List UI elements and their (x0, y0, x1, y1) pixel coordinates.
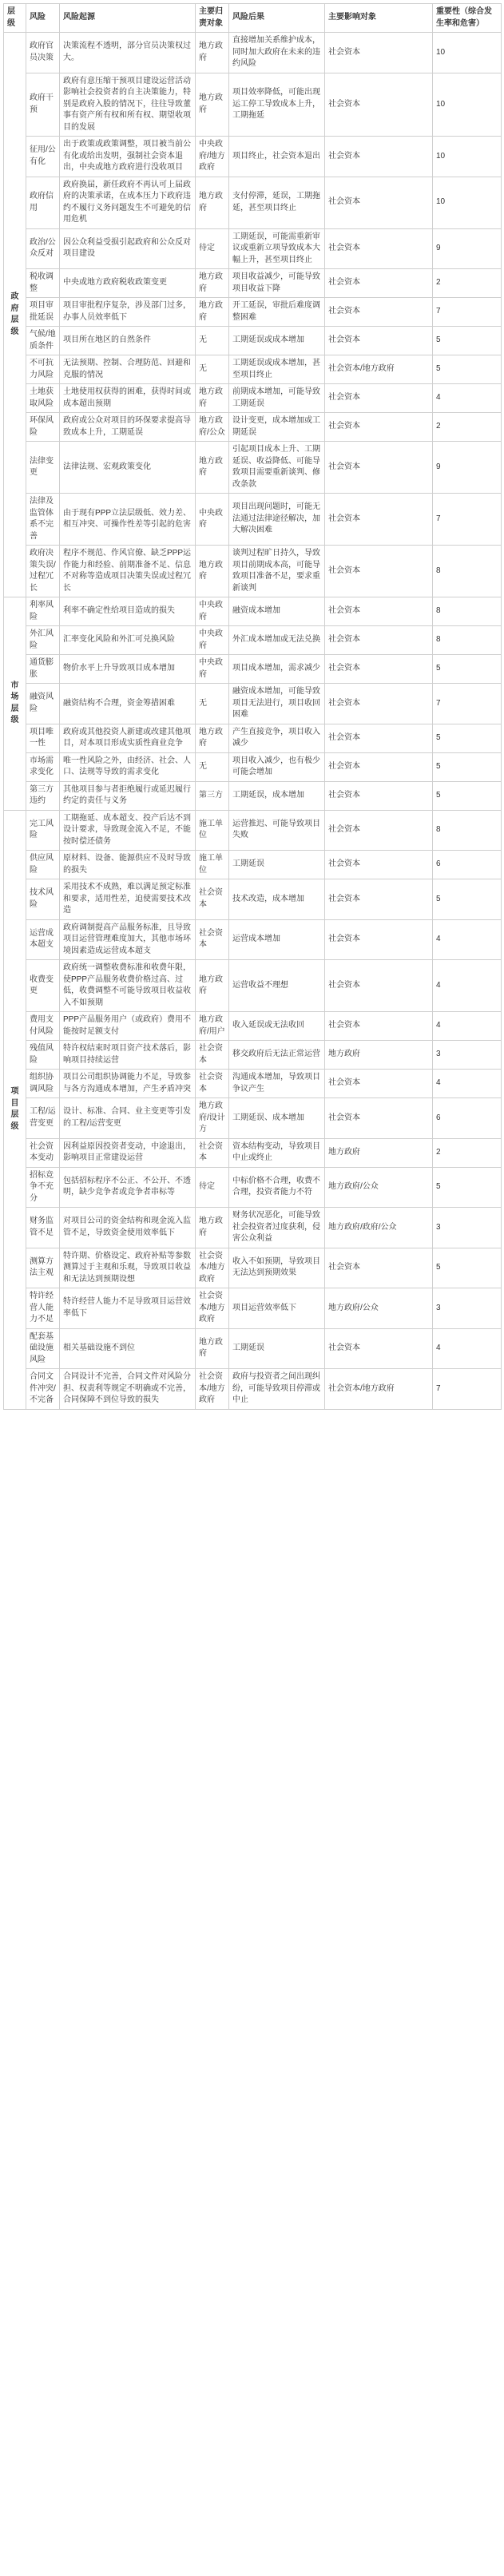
risk-consequence-cell: 中标价格不合理，收费不合理，投资者能力不符 (229, 1167, 325, 1208)
risk-origin-cell: 项目审批程序复杂，涉及部门过多，办事人员效率低下 (60, 298, 196, 327)
risk-name-cell: 财务监管不足 (26, 1208, 60, 1248)
risk-origin-cell: 对项目公司的资金结构和现金流入监管不足，导致资金使用效率低下 (60, 1208, 196, 1248)
responsible-party-cell: 地方政府 (196, 177, 229, 228)
affected-party-cell: 社会资本 (325, 1012, 433, 1041)
affected-party-cell: 社会资本 (325, 851, 433, 879)
responsible-party-cell: 地方政府 (196, 298, 229, 327)
affected-party-cell: 社会资本 (325, 810, 433, 851)
risk-name-cell: 特许经营人能力不足 (26, 1288, 60, 1329)
table-row (4, 810, 502, 851)
risk-name-cell: 费用支付风险 (26, 1012, 60, 1041)
risk-origin-cell: 采用技术不成熟，难以满足预定标准和要求，适用性差，迫使需要技术改造 (60, 879, 196, 920)
responsible-party-cell: 社会资本 (196, 1041, 229, 1070)
risk-name-cell: 通货膨胀 (26, 655, 60, 684)
affected-party-cell: 社会资本 (325, 546, 433, 597)
responsible-party-cell: 社会资本/地方政府 (196, 1369, 229, 1410)
risk-consequence-cell: 运营推迟、可能导致项目失败 (229, 810, 325, 851)
table-row (4, 33, 502, 73)
importance-cell: 3 (433, 1288, 502, 1329)
risk-name-cell: 融资风险 (26, 684, 60, 724)
risk-consequence-cell: 工期延误或成本增加 (229, 327, 325, 355)
affected-party-cell: 地方政府 (325, 1041, 433, 1070)
responsible-party-cell: 地方政府 (196, 960, 229, 1012)
risk-consequence-cell: 收入不如预期，导致项目无法达到预期效果 (229, 1248, 325, 1288)
affected-party-cell: 社会资本 (325, 1070, 433, 1098)
affected-party-cell: 社会资本/地方政府 (325, 355, 433, 384)
table-row (4, 960, 502, 1012)
risk-origin-cell: 法律法规、宏观政策变化 (60, 442, 196, 494)
table-row (4, 655, 502, 684)
risk-consequence-cell: 项目收入减少，也有极少可能会增加 (229, 752, 325, 781)
affected-party-cell: 社会资本 (325, 327, 433, 355)
responsible-party-cell: 地方政府 (196, 724, 229, 752)
risk-name-cell: 市场需求变化 (26, 752, 60, 781)
importance-cell: 5 (433, 1167, 502, 1208)
importance-cell: 4 (433, 1070, 502, 1098)
risk-name-cell: 项目唯一性 (26, 724, 60, 752)
table-row (4, 494, 502, 546)
risk-consequence-cell: 前期成本增加，可能导致工期延误 (229, 384, 325, 413)
risk-consequence-cell: 收入延误或无法收回 (229, 1012, 325, 1041)
risk-name-cell: 合同文件冲突/不完备 (26, 1369, 60, 1410)
importance-cell: 9 (433, 228, 502, 269)
responsible-party-cell: 社会资本 (196, 919, 229, 960)
table-row (4, 597, 502, 626)
risk-consequence-cell: 支付停滞，延误，工期拖延，甚至项目终止 (229, 177, 325, 228)
table-row (4, 752, 502, 781)
table-row (4, 355, 502, 384)
risk-consequence-cell: 工期延误或成本增加，甚至项目终止 (229, 355, 325, 384)
table-row (4, 626, 502, 655)
risk-name-cell: 政府决策失误/过程冗长 (26, 546, 60, 597)
affected-party-cell: 社会资本 (325, 413, 433, 442)
responsible-party-cell: 地方政府 (196, 1208, 229, 1248)
responsible-party-cell: 无 (196, 684, 229, 724)
risk-origin-cell: 因公众利益受损引起政府和公众反对项目建设 (60, 228, 196, 269)
header-cell: 层级 (4, 4, 26, 33)
affected-party-cell: 社会资本 (325, 1098, 433, 1139)
risk-name-cell: 政府干预 (26, 73, 60, 137)
risk-name-cell: 外汇风险 (26, 626, 60, 655)
risk-origin-cell: 唯一性风险之外，由经济、社会、人口、法规等导致的需求变化 (60, 752, 196, 781)
risk-name-cell: 法律变更 (26, 442, 60, 494)
responsible-party-cell: 地方政府/用户 (196, 1012, 229, 1041)
table-row (4, 1208, 502, 1248)
table-row (4, 269, 502, 298)
affected-party-cell: 社会资本 (325, 33, 433, 73)
responsible-party-cell: 社会资本 (196, 879, 229, 920)
affected-party-cell: 社会资本 (325, 269, 433, 298)
risk-consequence-cell: 融资成本增加，可能导致项目无法进行，项目收回困难 (229, 684, 325, 724)
risk-consequence-cell: 运营成本增加 (229, 919, 325, 960)
risk-name-cell: 政府官员决策 (26, 33, 60, 73)
responsible-party-cell: 地方政府/设计方 (196, 1098, 229, 1139)
risk-origin-cell: 由于现有PPP立法层级低、效力差、相互冲突、可操作性差等引起的危害 (60, 494, 196, 546)
risk-consequence-cell: 工期延误 (229, 1328, 325, 1369)
affected-party-cell: 社会资本 (325, 879, 433, 920)
risk-origin-cell: 合同设计不完善，合同文件对风险分担、权责利等规定不明确或不完善，合同保障不到位导致的损失 (60, 1369, 196, 1410)
table-row (4, 442, 502, 494)
risk-origin-cell: 融资结构不合理，资金筹措困难 (60, 684, 196, 724)
level-cell: 项目层级 (4, 810, 26, 1409)
risk-origin-cell: 包括招标程序不公正、不公开、不透明，缺少竞争者或竞争者串标等 (60, 1167, 196, 1208)
risk-origin-cell: PPP产品服务用户（或政府）费用不能按时足额支付 (60, 1012, 196, 1041)
risk-consequence-cell: 开工延误，审批后难度调整困难 (229, 298, 325, 327)
affected-party-cell: 社会资本 (325, 384, 433, 413)
risk-name-cell: 政治/公众反对 (26, 228, 60, 269)
risk-origin-cell: 中央或地方政府税收政策变更 (60, 269, 196, 298)
risk-consequence-cell: 财务状况恶化，可能导致社会投资者过度获利，侵害公众利益 (229, 1208, 325, 1248)
responsible-party-cell: 无 (196, 327, 229, 355)
risk-table (3, 3, 502, 1410)
responsible-party-cell: 社会资本/地方政府 (196, 1248, 229, 1288)
table-row (4, 137, 502, 177)
responsible-party-cell: 地方政府 (196, 1328, 229, 1369)
affected-party-cell: 社会资本 (325, 919, 433, 960)
risk-name-cell: 配套基础设施风险 (26, 1328, 60, 1369)
table-row (4, 1369, 502, 1410)
affected-party-cell: 社会资本 (325, 781, 433, 810)
risk-consequence-cell: 资本结构变动，导致项目中止或终止 (229, 1138, 325, 1167)
importance-cell: 6 (433, 1098, 502, 1139)
risk-consequence-cell: 移交政府后无法正常运营 (229, 1041, 325, 1070)
importance-cell: 5 (433, 655, 502, 684)
risk-consequence-cell: 外汇成本增加或无法兑换 (229, 626, 325, 655)
table-row (4, 1012, 502, 1041)
importance-cell: 10 (433, 73, 502, 137)
risk-name-cell: 法律及监管体系不完善 (26, 494, 60, 546)
table-row (4, 1167, 502, 1208)
affected-party-cell: 社会资本 (325, 177, 433, 228)
risk-origin-cell: 政府换届，新任政府不再认可上届政府的决策承诺，在成本压力下政府违约不履行义务问题发生不可避免的信用危机 (60, 177, 196, 228)
affected-party-cell: 社会资本 (325, 228, 433, 269)
risk-consequence-cell: 技术改造，成本增加 (229, 879, 325, 920)
responsible-party-cell: 待定 (196, 1167, 229, 1208)
table-row (4, 1328, 502, 1369)
risk-consequence-cell: 项目运营效率低下 (229, 1288, 325, 1329)
risk-consequence-cell: 工期延误 (229, 851, 325, 879)
risk-consequence-cell: 引起项目成本上升、工期延误、收益降低、可能导致项目需要重新谈判、修改条款 (229, 442, 325, 494)
risk-consequence-cell: 沟通成本增加，导致项目争议产生 (229, 1070, 325, 1098)
importance-cell: 4 (433, 960, 502, 1012)
risk-consequence-cell: 设计变更，成本增加或工期延误 (229, 413, 325, 442)
affected-party-cell: 社会资本 (325, 752, 433, 781)
risk-origin-cell: 程序不规范、作风官僚、缺乏PPP运作能力和经验、前期准备不足、信息不对称等造成项目决策失误或过程冗长 (60, 546, 196, 597)
responsible-party-cell: 第三方 (196, 781, 229, 810)
affected-party-cell: 社会资本 (325, 298, 433, 327)
importance-cell: 7 (433, 1369, 502, 1410)
importance-cell: 2 (433, 269, 502, 298)
risk-name-cell: 供应风险 (26, 851, 60, 879)
affected-party-cell: 社会资本 (325, 597, 433, 626)
importance-cell: 5 (433, 781, 502, 810)
risk-name-cell: 不可抗力风险 (26, 355, 60, 384)
affected-party-cell: 地方政府/政府/公众 (325, 1208, 433, 1248)
risk-name-cell: 残值风险 (26, 1041, 60, 1070)
risk-consequence-cell: 项目效率降低，可能出现运工停工导致成本上升，工期拖延 (229, 73, 325, 137)
level-cell: 市场层级 (4, 597, 26, 811)
responsible-party-cell: 待定 (196, 228, 229, 269)
importance-cell: 6 (433, 851, 502, 879)
importance-cell: 5 (433, 752, 502, 781)
table-row (4, 177, 502, 228)
affected-party-cell: 社会资本 (325, 960, 433, 1012)
affected-party-cell: 社会资本 (325, 137, 433, 177)
importance-cell: 8 (433, 597, 502, 626)
table-row (4, 851, 502, 879)
header-cell: 主要影响对象 (325, 4, 433, 33)
table-row (4, 1288, 502, 1329)
responsible-party-cell: 中央政府 (196, 626, 229, 655)
risk-consequence-cell: 项目出现问题时，可能无法通过法律途径解决，加大解决困难 (229, 494, 325, 546)
responsible-party-cell: 施工单位 (196, 851, 229, 879)
importance-cell: 10 (433, 33, 502, 73)
importance-cell: 3 (433, 1041, 502, 1070)
responsible-party-cell: 无 (196, 355, 229, 384)
importance-cell: 7 (433, 298, 502, 327)
risk-origin-cell: 政府或其他投资人新建或改建其他项目，对本项目形成实质性商业竞争 (60, 724, 196, 752)
risk-consequence-cell: 项目收益减少，可能导致项目收益下降 (229, 269, 325, 298)
risk-consequence-cell: 谈判过程旷日持久，导致项目前期成本高，可能导致项目准备不足，要求重新谈判 (229, 546, 325, 597)
table-row (4, 879, 502, 920)
risk-name-cell: 测算方法主观 (26, 1248, 60, 1288)
importance-cell: 10 (433, 137, 502, 177)
risk-origin-cell: 利率不确定性给项目造成的损失 (60, 597, 196, 626)
risk-name-cell: 收费变更 (26, 960, 60, 1012)
risk-consequence-cell: 工期延误，可能需重新审议或重新立项导致成本大幅上升，甚至项目终止 (229, 228, 325, 269)
risk-name-cell: 技术风险 (26, 879, 60, 920)
importance-cell: 7 (433, 494, 502, 546)
risk-origin-cell: 其他项目参与者拒绝履行或延迟履行约定的责任与义务 (60, 781, 196, 810)
risk-name-cell: 土地获取风险 (26, 384, 60, 413)
table-row (4, 1098, 502, 1139)
table-row (4, 327, 502, 355)
importance-cell: 5 (433, 327, 502, 355)
risk-consequence-cell: 工期延误、成本增加 (229, 1098, 325, 1139)
risk-origin-cell: 出于政策或政策调整，项目被当前公有化或给出发明，强制社会资本退出，中央或地方政府进行没收项目 (60, 137, 196, 177)
risk-name-cell: 税收调整 (26, 269, 60, 298)
risk-name-cell: 第三方违约 (26, 781, 60, 810)
table-row (4, 413, 502, 442)
table-row (4, 384, 502, 413)
importance-cell: 4 (433, 1012, 502, 1041)
risk-origin-cell: 政府有意压缩干预项目建设运营活动影响社会投资者的自主决策能力，特别是政府入股的情况下，往往导致董事有资产所有权和所有权、期望收项目的发展 (60, 73, 196, 137)
risk-origin-cell: 政府统一调整收费标准和收费年限，使PPP产品服务收费价格过高、过低，收费调整不可能导致项目收益收入不如预期 (60, 960, 196, 1012)
risk-origin-cell: 特许经营人能力不足导致项目运营效率低下 (60, 1288, 196, 1329)
responsible-party-cell: 社会资本/地方政府 (196, 1288, 229, 1329)
risk-origin-cell: 决策流程不透明，部分官员决策权过大。 (60, 33, 196, 73)
risk-consequence-cell: 工期延误，成本增加 (229, 781, 325, 810)
importance-cell: 3 (433, 1208, 502, 1248)
header-cell: 风险后果 (229, 4, 325, 33)
affected-party-cell: 地方政府/公众 (325, 1288, 433, 1329)
importance-cell: 8 (433, 810, 502, 851)
risk-origin-cell: 原材料、设备、能源供应不及时导致的损失 (60, 851, 196, 879)
risk-origin-cell: 政府调制提高产品服务标准，且导致项目运营管理难度加大，其他市场环境因素造成运营成本超支 (60, 919, 196, 960)
importance-cell: 4 (433, 919, 502, 960)
importance-cell: 5 (433, 724, 502, 752)
affected-party-cell: 地方政府/公众 (325, 1167, 433, 1208)
importance-cell: 4 (433, 384, 502, 413)
responsible-party-cell: 地方政府 (196, 269, 229, 298)
risk-origin-cell: 特许权结束时项目资产技术落后，影响项目持续运营 (60, 1041, 196, 1070)
responsible-party-cell: 社会资本 (196, 1138, 229, 1167)
importance-cell: 5 (433, 1248, 502, 1288)
importance-cell: 7 (433, 684, 502, 724)
risk-name-cell: 环保风险 (26, 413, 60, 442)
affected-party-cell: 社会资本 (325, 1248, 433, 1288)
table-row (4, 228, 502, 269)
risk-origin-cell: 设计、标准、合同、业主变更等引发的工程/运营变更 (60, 1098, 196, 1139)
risk-consequence-cell: 政府与投资者之间出现纠纷，可能导致项目停滞或中止 (229, 1369, 325, 1410)
importance-cell: 10 (433, 177, 502, 228)
responsible-party-cell: 无 (196, 752, 229, 781)
risk-consequence-cell: 直接增加关系维护成本，同时加大政府在未来的违约风险 (229, 33, 325, 73)
affected-party-cell: 社会资本 (325, 724, 433, 752)
risk-origin-cell: 工期拖延、成本超支、投产后达不到设计要求，导致现金流入不足，不能按时偿还债务 (60, 810, 196, 851)
responsible-party-cell: 地方政府 (196, 384, 229, 413)
risk-origin-cell: 汇率变化风险和外汇可兑换风险 (60, 626, 196, 655)
risk-origin-cell: 相关基础设施不到位 (60, 1328, 196, 1369)
responsible-party-cell: 社会资本 (196, 1070, 229, 1098)
risk-name-cell: 征用/公有化 (26, 137, 60, 177)
affected-party-cell: 社会资本/地方政府 (325, 1369, 433, 1410)
table-row (4, 546, 502, 597)
risk-name-cell: 招标竞争不充分 (26, 1167, 60, 1208)
table-row (4, 1138, 502, 1167)
affected-party-cell: 地方政府 (325, 1138, 433, 1167)
affected-party-cell: 社会资本 (325, 684, 433, 724)
risk-consequence-cell: 运营收益不理想 (229, 960, 325, 1012)
responsible-party-cell: 施工单位 (196, 810, 229, 851)
table-row (4, 1070, 502, 1098)
table-row (4, 781, 502, 810)
responsible-party-cell: 地方政府 (196, 442, 229, 494)
risk-origin-cell: 因利益原因投资者变动，中途退出，影响项目正常建设运营 (60, 1138, 196, 1167)
importance-cell: 2 (433, 413, 502, 442)
importance-cell: 2 (433, 1138, 502, 1167)
risk-name-cell: 运营成本超支 (26, 919, 60, 960)
risk-name-cell: 工程/运营变更 (26, 1098, 60, 1139)
importance-cell: 5 (433, 355, 502, 384)
table-row (4, 919, 502, 960)
table-row (4, 298, 502, 327)
risk-origin-cell: 政府或公众对项目的环保要求提高导致成本上升，工期延误 (60, 413, 196, 442)
risk-consequence-cell: 产生直接竞争，项目收入减少 (229, 724, 325, 752)
affected-party-cell: 社会资本 (325, 494, 433, 546)
risk-origin-cell: 无法预期、控制、合理防范、回避和克服的情况 (60, 355, 196, 384)
responsible-party-cell: 中央政府 (196, 655, 229, 684)
risk-name-cell: 政府信用 (26, 177, 60, 228)
table-row (4, 684, 502, 724)
header-cell: 重要性（综合发生率和危害） (433, 4, 502, 33)
responsible-party-cell: 地方政府 (196, 73, 229, 137)
risk-name-cell: 社会资本变动 (26, 1138, 60, 1167)
affected-party-cell: 社会资本 (325, 1328, 433, 1369)
affected-party-cell: 社会资本 (325, 626, 433, 655)
level-cell: 政府层级 (4, 33, 26, 597)
risk-origin-cell: 土地使用权获得的困难，获得时间或成本超出预期 (60, 384, 196, 413)
header-cell: 风险 (26, 4, 60, 33)
responsible-party-cell: 中央政府 (196, 597, 229, 626)
risk-consequence-cell: 融资成本增加 (229, 597, 325, 626)
table-row (4, 1248, 502, 1288)
risk-origin-cell: 物价水平上升导致项目成本增加 (60, 655, 196, 684)
affected-party-cell: 社会资本 (325, 655, 433, 684)
importance-cell: 9 (433, 442, 502, 494)
table-row (4, 724, 502, 752)
table-row (4, 73, 502, 137)
risk-name-cell: 气候/地质条件 (26, 327, 60, 355)
affected-party-cell: 社会资本 (325, 442, 433, 494)
importance-cell: 8 (433, 546, 502, 597)
table-header-row (4, 4, 502, 33)
risk-origin-cell: 特许期、价格设定、政府补贴等参数测算过于主观和乐观，导致项目收益和无法达到预期设想 (60, 1248, 196, 1288)
importance-cell: 5 (433, 879, 502, 920)
affected-party-cell: 社会资本 (325, 73, 433, 137)
table-row (4, 1041, 502, 1070)
table-body (4, 33, 502, 1410)
risk-name-cell: 项目审批延误 (26, 298, 60, 327)
responsible-party-cell: 中央政府/地方政府 (196, 137, 229, 177)
responsible-party-cell: 地方政府/公众 (196, 413, 229, 442)
risk-name-cell: 组织协调风险 (26, 1070, 60, 1098)
importance-cell: 4 (433, 1328, 502, 1369)
header-cell: 主要归责对象 (196, 4, 229, 33)
importance-cell: 8 (433, 626, 502, 655)
responsible-party-cell: 地方政府 (196, 33, 229, 73)
risk-origin-cell: 项目公司组织协调能力不足，导致参与各方沟通成本增加，产生矛盾冲突 (60, 1070, 196, 1098)
responsible-party-cell: 地方政府 (196, 546, 229, 597)
risk-origin-cell: 项目所在地区的自然条件 (60, 327, 196, 355)
risk-consequence-cell: 项目终止，社会资本退出 (229, 137, 325, 177)
risk-name-cell: 利率风险 (26, 597, 60, 626)
responsible-party-cell: 中央政府 (196, 494, 229, 546)
risk-consequence-cell: 项目成本增加，需求减少 (229, 655, 325, 684)
header-cell: 风险起源 (60, 4, 196, 33)
risk-name-cell: 完工风险 (26, 810, 60, 851)
